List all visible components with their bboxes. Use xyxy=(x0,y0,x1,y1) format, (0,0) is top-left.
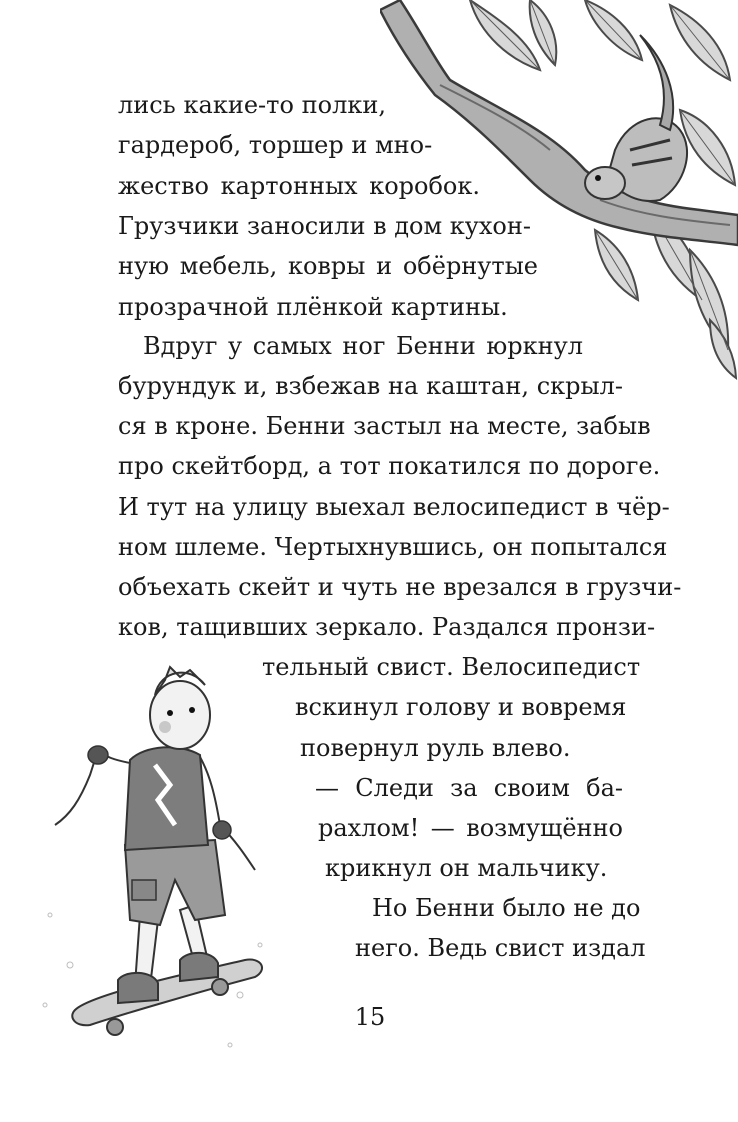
skateboard-icon xyxy=(72,960,262,1026)
text-line: про скейтборд, а тот покатился по дороге. xyxy=(118,452,661,480)
text-line: крикнул он мальчику. xyxy=(325,854,608,882)
text-line: тельный свист. Велосипедист xyxy=(262,653,641,681)
text-line: ном шлеме. Чертыхнувшись, он попытался xyxy=(118,533,668,561)
text-line: Вдруг у самых ног Бенни юркнул xyxy=(143,332,583,360)
chipmunk-icon xyxy=(585,35,687,201)
text-line: бурундук и, взбежав на каштан, скрыл- xyxy=(118,372,623,400)
text-line: лись какие-то полки, xyxy=(118,91,386,119)
text-line: ся в кроне. Бенни застыл на месте, забыв xyxy=(118,412,651,440)
text-line: него. Ведь свист издал xyxy=(355,934,646,962)
text-line: Грузчики заносили в дом кухон- xyxy=(118,212,531,240)
text-line: жество картонных коробок. xyxy=(118,172,480,200)
text-line: Но Бенни было не до xyxy=(372,894,641,922)
page-number: 15 xyxy=(354,1003,386,1031)
shirt xyxy=(125,747,208,850)
text-line: И тут на улицу выехал велосипедист в чёр- xyxy=(118,493,670,521)
text-line: повернул руль влево. xyxy=(300,734,571,762)
text-line: — Следи за своим ба- xyxy=(315,774,623,802)
text-line: ков, тащивших зеркало. Раздался пронзи- xyxy=(118,613,656,641)
text-line: вскинул голову и вовремя xyxy=(295,693,627,721)
text-line: ную мебель, ковры и обёрнутые xyxy=(118,252,538,280)
text-line: объехать скейт и чуть не врезался в грузчи- xyxy=(118,573,682,601)
text-line: рахлом! — возмущённо xyxy=(318,814,623,842)
text-line: гардероб, торшер и мно- xyxy=(118,131,433,159)
text-line: прозрачной плёнкой картины. xyxy=(118,293,508,321)
boy-on-skateboard-illustration xyxy=(30,665,280,1065)
head xyxy=(150,681,210,749)
